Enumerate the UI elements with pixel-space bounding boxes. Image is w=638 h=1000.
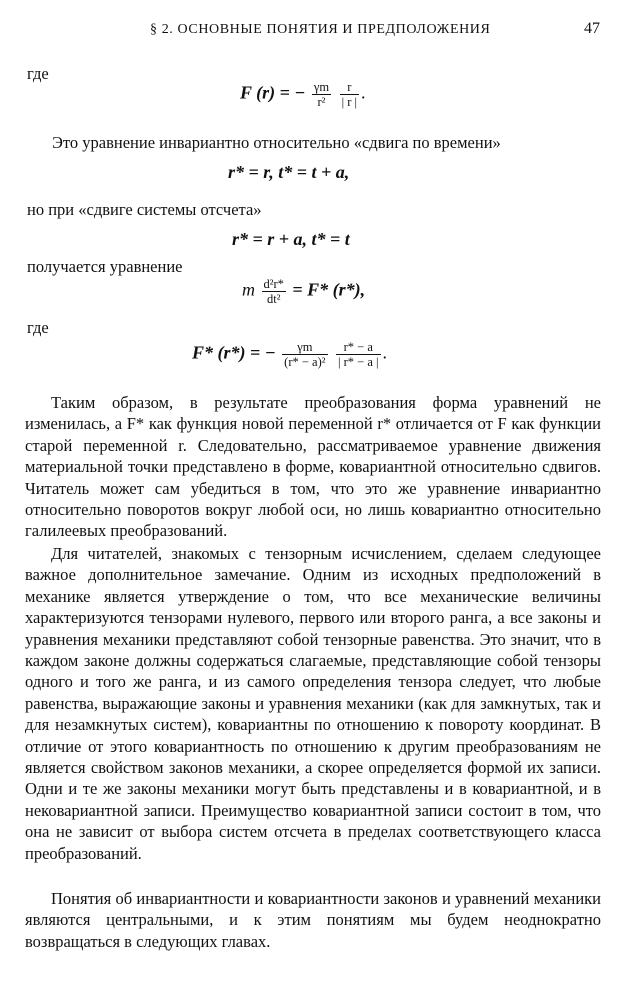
- where-label-1: где: [27, 64, 49, 83]
- formula-new-force-lhs: F* (r*) = −: [192, 342, 276, 363]
- page-number: 47: [584, 20, 600, 37]
- paragraph-central-concepts: Понятия об инвариантности и ковариантности законов и уравнений механики являются центральными, и к этим понятиям мы будем неоднократно возвращаться в следующих главах.: [25, 889, 601, 951]
- formula-new-force-frac1: [282, 340, 327, 369]
- where-label-2: где: [27, 318, 49, 337]
- formula-motion-mass: m: [242, 279, 255, 300]
- running-title: § 2. ОСНОВНЫЕ ПОНЯТИЯ И ПРЕДПОЛОЖЕНИЯ: [150, 22, 491, 37]
- formula-new-force: [192, 340, 387, 369]
- formula-force-frac2: [340, 80, 359, 109]
- formula-new-force-frac2: [336, 340, 381, 369]
- frac-numerator: γm: [297, 340, 313, 354]
- frac-numerator: d²r*: [263, 277, 284, 291]
- formula-frame-shift: [232, 229, 350, 250]
- frac-numerator: r* − a: [343, 340, 373, 354]
- frac-denominator: dt²: [262, 291, 286, 306]
- paragraph-form-covariance: Таким образом, в результате преобразования форма уравнений не изменилась, а F* как функция новой переменной r* отличается от F как функции старой переменной r. Следовательно, рассматриваемое уравнение движения материальной точки представлено в форме, ковариантной относительно сдвигов. Читатель может сам убедиться в том, что это же уравнение инвариантно относительно поворотов вокруг любой оси, но лишь ковариантно относительно галилеевых преобразований.: [25, 393, 601, 541]
- frac-denominator: | r |: [341, 95, 358, 109]
- formula-time-shift-text: r* = r, t* = t + a,: [228, 162, 350, 182]
- formula-force-frac1: [312, 80, 331, 109]
- formula-period: .: [361, 82, 366, 103]
- formula-motion-rhs: = F* (r*),: [292, 279, 366, 300]
- frac-denominator: r²: [312, 94, 331, 109]
- formula-frame-shift-text: r* = r + a, t* = t: [232, 229, 350, 249]
- page-header: [0, 22, 638, 44]
- sentence-obtained: получается уравнение: [27, 257, 183, 276]
- formula-force: [240, 80, 366, 109]
- formula-force-lhs: F (r) = −: [240, 82, 306, 103]
- formula-motion-frac: [262, 277, 286, 306]
- frac-denominator: | r* − a |: [338, 355, 379, 369]
- formula-time-shift: [228, 162, 349, 183]
- frac-numerator: γm: [313, 80, 330, 94]
- sentence-frame-shift: но при «сдвиге системы отсчета»: [27, 200, 262, 219]
- formula-period: .: [382, 342, 388, 363]
- frac-numerator: r: [347, 80, 352, 94]
- paragraph-tensor-remark: Для читателей, знакомых с тензорным исчислением, сделаем следующее важное дополнительное замечание. Одним из исходных предположений в механике является утверждение о том, что все механические величины характеризуются тензорами нулевого, первого или второго ранга, а все законы и уравнения механики представляют собой тензорные равенства. Это значит, что в каждом законе должны содержаться слагаемые, представляющие собой тензоры одного и того же ранга, и из самого определения тензора следует, что любые равенства, выражающие законы и уравнения механики (как для замкнутых, так и для незамкнутых систем), ковариантны по отношению к повороту координат. В отличие от этого ковариантность по отношению к другим преобразованиям не является свойством законов механики, а скорее определяется формой их записи. Одни и те же законы механики могут быть представлены и в ковариантной, и в нековариантной записи. Преимущество ковариантной записи состоит в том, что она не зависит от выбора систем отсчета в пределах соответствующего класса преобразований.: [25, 544, 601, 863]
- sentence-time-shift: Это уравнение инвариантно относительно «сдвига по времени»: [52, 133, 501, 152]
- frac-denominator: (r* − a)²: [284, 355, 326, 369]
- formula-motion: [242, 277, 365, 306]
